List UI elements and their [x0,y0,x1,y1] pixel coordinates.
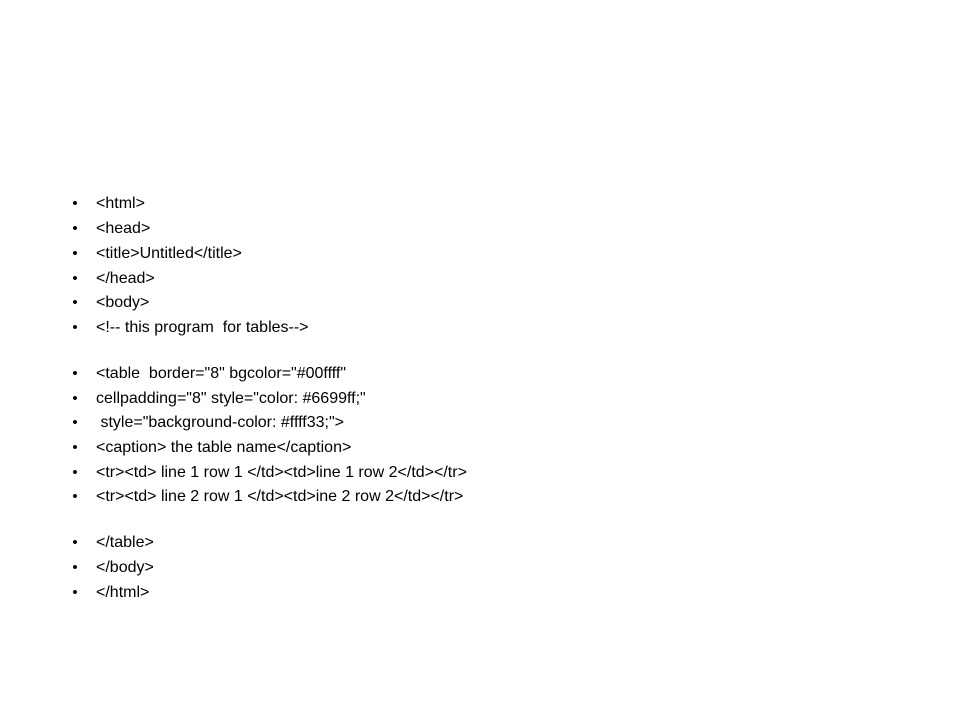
bullet-dot-icon: • [72,464,78,481]
bullet-dot-icon: • [72,488,78,505]
bullet-dot-icon: • [72,294,78,311]
bullet-line-body-open [72,291,150,315]
bullet-text: cellpadding="8" style="color: #6699ff;" [96,390,366,407]
bullet-text: <caption> the table name</caption> [96,439,352,456]
bullet-text: <body> [96,294,150,311]
bullet-line-row-1 [72,461,467,485]
bullet-line-head-open [72,217,151,241]
bullet-text: <table border="8" bgcolor="#00ffff" [96,365,347,382]
bullet-text: <tr><td> line 1 row 1 </td><td>line 1 row 2</td></tr> [96,464,467,481]
bullet-dot-icon: • [72,245,78,262]
bullet-line-html-close [72,581,150,605]
bullet-dot-icon: • [72,390,78,407]
bullet-text: </body> [96,559,154,576]
bullet-line-cellpadding [72,387,366,411]
bullet-dot-icon: • [72,365,78,382]
bullet-line-head-close [72,267,155,291]
bullet-text: </table> [96,534,154,551]
bullet-dot-icon: • [72,559,78,576]
bullet-dot-icon: • [72,270,78,287]
bullet-dot-icon: • [72,439,78,456]
bullet-dot-icon: • [72,584,78,601]
bullet-dot-icon: • [72,534,78,551]
bullet-line-table-open [72,362,347,386]
bullet-dot-icon: • [72,414,78,431]
bullet-text: </html> [96,584,150,601]
bullet-dot-icon: • [72,319,78,336]
bullet-text: <html> [96,195,145,212]
bullet-line-row-2 [72,485,464,509]
bullet-line-caption [72,436,352,460]
bullet-text: <head> [96,220,151,237]
bullet-dot-icon: • [72,220,78,237]
bullet-text: <tr><td> line 2 row 1 </td><td>ine 2 row 2</td></tr> [96,488,464,505]
bullet-dot-icon: • [72,195,78,212]
bullet-line-html-open [72,192,145,216]
bullet-line-table-close [72,531,154,555]
bullet-text: </head> [96,270,155,287]
bullet-line-style [72,411,344,435]
bullet-line-comment [72,316,309,340]
bullet-text: <title>Untitled</title> [96,245,242,262]
bullet-line-body-close [72,556,154,580]
bullet-text: <!-- this program for tables--> [96,319,309,336]
bullet-line-title [72,242,242,266]
bullet-text: style="background-color: #ffff33;"> [96,414,344,431]
